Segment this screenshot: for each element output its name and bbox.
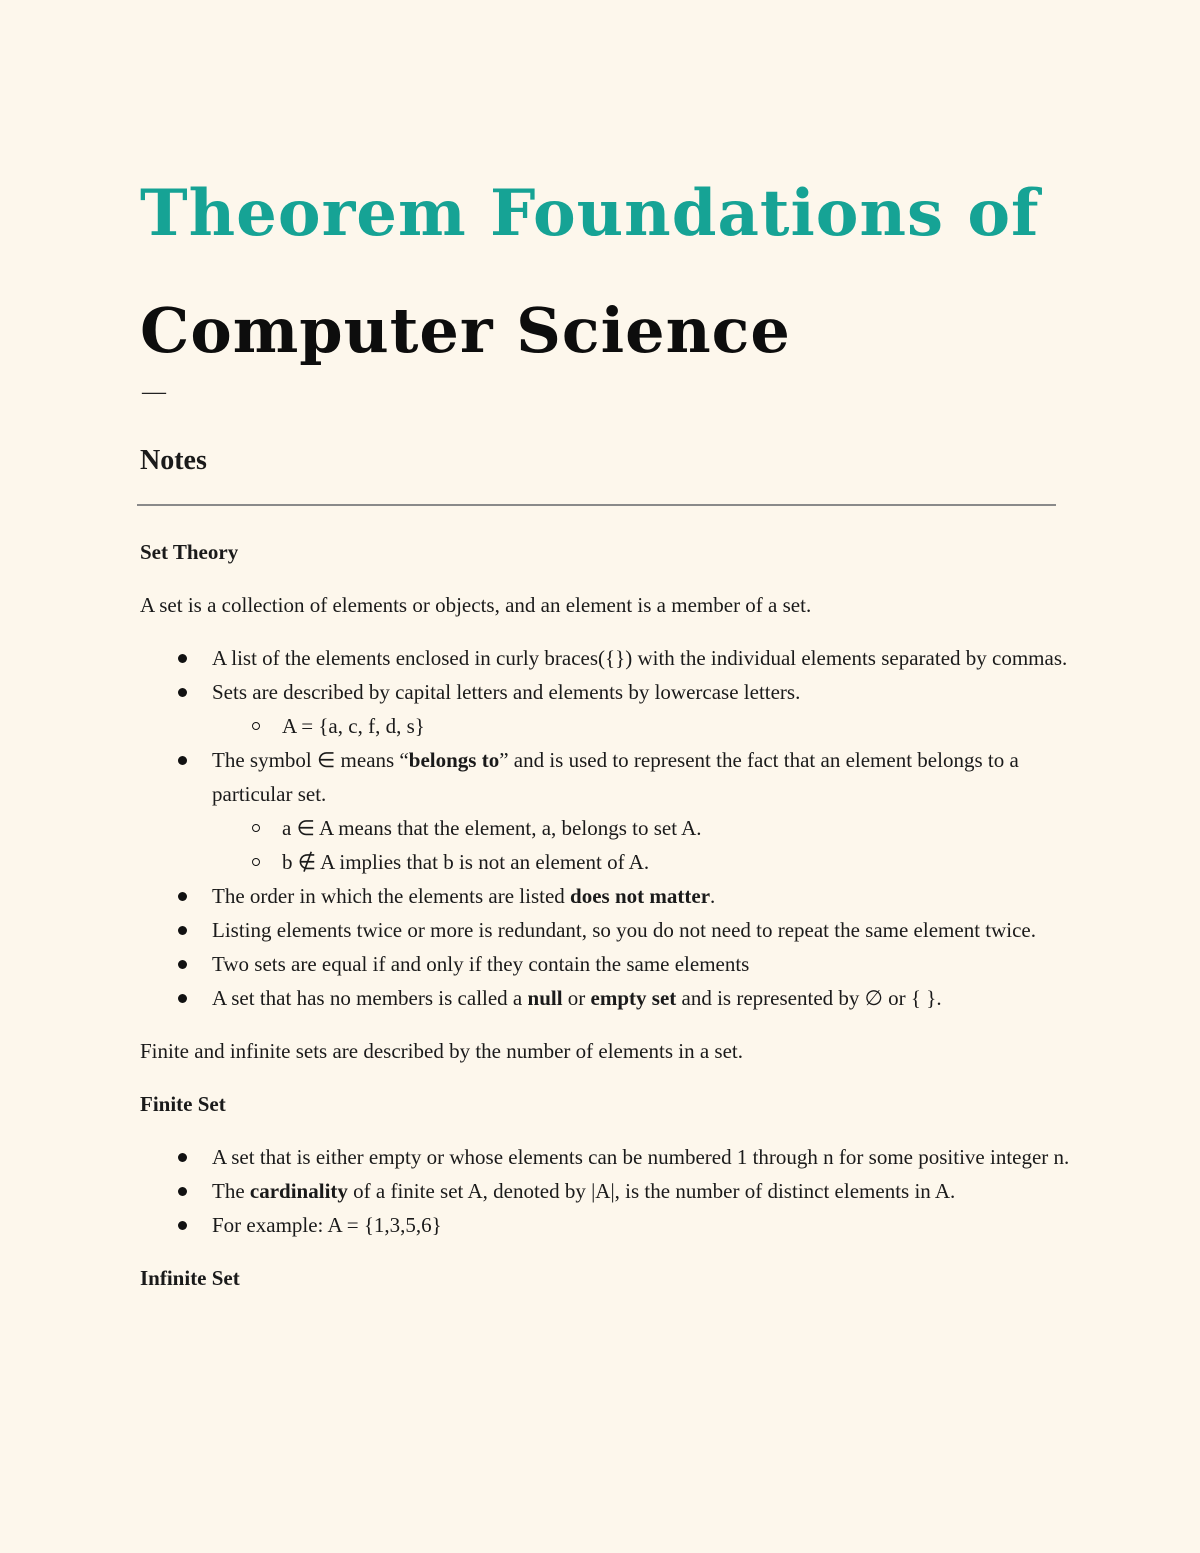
sub-list-item: A = {a, c, f, d, s} <box>212 709 1070 743</box>
sub-list <box>212 811 1070 879</box>
bullet-icon <box>178 994 187 1003</box>
bullet-icon <box>178 654 187 663</box>
hollow-bullet-icon <box>252 858 260 866</box>
bullet-icon <box>178 688 187 697</box>
list-item: The order in which the elements are listed does not matter. <box>140 879 1070 913</box>
bullet-icon <box>178 1221 187 1230</box>
title-dash: — <box>142 379 166 405</box>
sub-list-item: a ∈ A means that the element, a, belongs to set A. <box>212 811 1070 845</box>
notes-heading: Notes <box>140 445 207 476</box>
bullet-icon <box>178 1153 187 1162</box>
bullet-icon <box>178 960 187 969</box>
bullet-icon <box>178 1187 187 1196</box>
set-theory-heading: Set Theory <box>140 540 239 564</box>
bullet-icon <box>178 926 187 935</box>
bullet-icon <box>178 756 187 765</box>
document-title-line1: Theorem Foundations of <box>140 176 1040 251</box>
list-item: The cardinality of a finite set A, denoted by |A|, is the number of distinct elements in A. <box>140 1174 1070 1208</box>
bullet-icon <box>178 892 187 901</box>
set-theory-list <box>140 641 1070 1015</box>
list-item: For example: A = {1,3,5,6} <box>140 1208 1070 1242</box>
sub-list-item: b ∉ A implies that b is not an element of A. <box>212 845 1070 879</box>
sub-list <box>212 709 1070 743</box>
finite-set-list <box>140 1140 1070 1242</box>
list-item: A set that is either empty or whose elements can be numbered 1 through n for some positive integer n. <box>140 1140 1070 1174</box>
document-title-line2: Computer Science <box>140 294 791 367</box>
finite-set-heading: Finite Set <box>140 1092 226 1116</box>
list-item: Two sets are equal if and only if they contain the same elements <box>140 947 1070 981</box>
finite-infinite-intro: Finite and infinite sets are described by the number of elements in a set. <box>140 1039 743 1063</box>
infinite-set-heading: Infinite Set <box>140 1266 240 1290</box>
list-item: Listing elements twice or more is redundant, so you do not need to repeat the same element twice. <box>140 913 1070 947</box>
list-item: A list of the elements enclosed in curly braces({}) with the individual elements separated by commas. <box>140 641 1070 675</box>
list-item: Sets are described by capital letters and elements by lowercase letters. A = {a, c, f, d, s} <box>140 675 1070 743</box>
set-theory-intro: A set is a collection of elements or objects, and an element is a member of a set. <box>140 593 812 617</box>
hollow-bullet-icon <box>252 722 260 730</box>
list-item: A set that has no members is called a null or empty set and is represented by ∅ or { }. <box>140 981 1070 1015</box>
notes-content <box>140 535 1070 1295</box>
hollow-bullet-icon <box>252 824 260 832</box>
list-item: The symbol ∈ means “belongs to” and is used to represent the fact that an element belongs to a particular set. a ∈ A means that the element, a, belongs to set A. b ∉ A implies that b is not an element of A. <box>140 743 1070 879</box>
horizontal-rule <box>137 504 1056 506</box>
